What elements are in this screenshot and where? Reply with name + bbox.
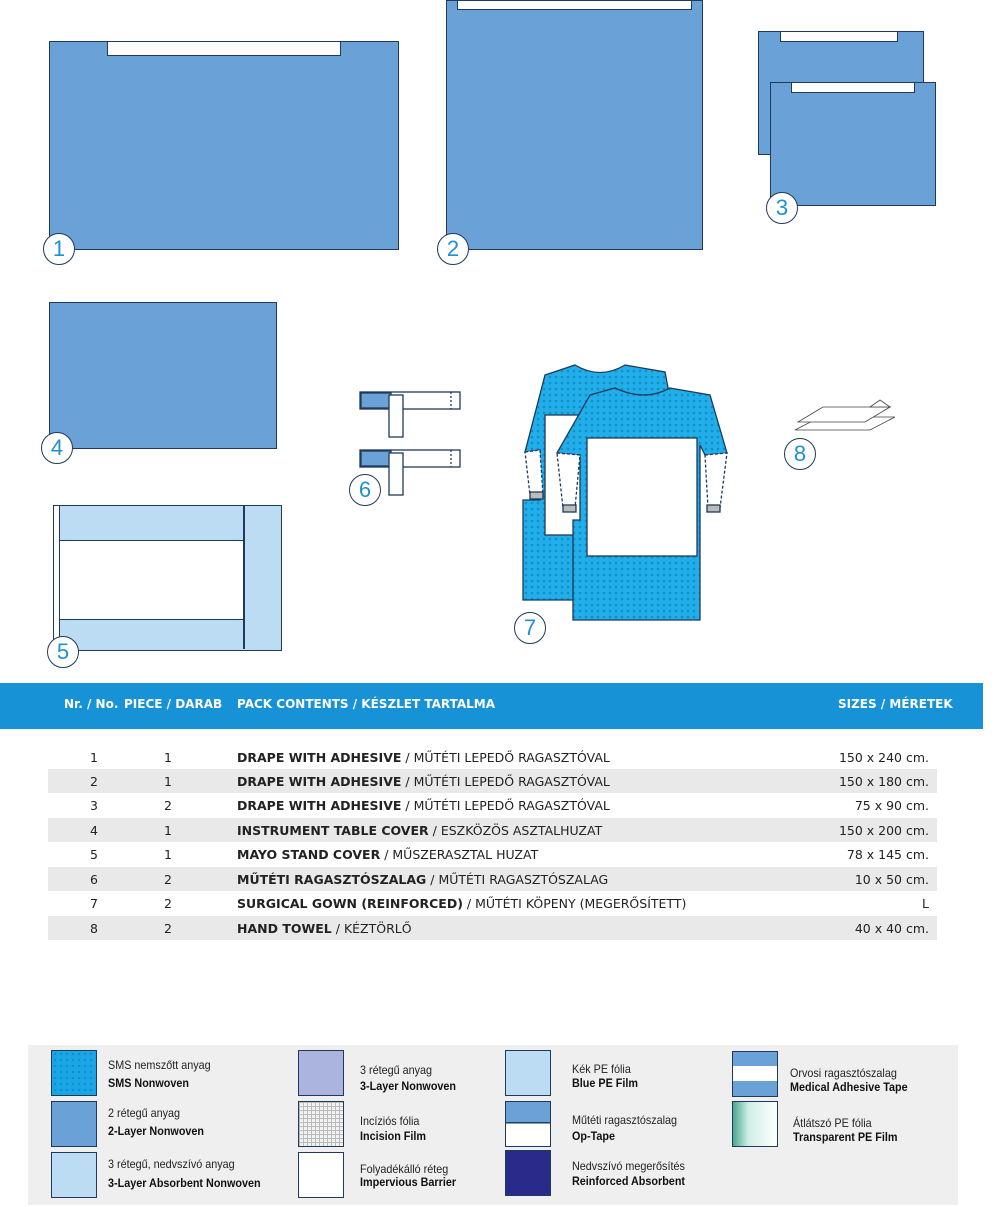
legend-label-en: Reinforced Absorbent xyxy=(572,1174,686,1188)
legend-label-en: Transparent PE Film xyxy=(793,1130,898,1144)
item-number-4: 4 xyxy=(41,432,73,464)
mayo-center-panel xyxy=(60,540,243,620)
blue-pe-swatch xyxy=(505,1050,551,1096)
cell-size: 40 x 40 cm. xyxy=(854,921,929,936)
hand-towel-illustration xyxy=(790,395,900,445)
legend-label-hu: Nedvszívó megerősítés xyxy=(572,1159,685,1173)
header-nr: Nr. / No. xyxy=(64,697,119,711)
cell-contents xyxy=(237,921,412,936)
legend-label-en: 2-Layer Nonwoven xyxy=(108,1124,205,1138)
cell-piece: 1 xyxy=(164,774,172,789)
mayo-edge xyxy=(54,506,60,649)
cell-nr: 8 xyxy=(90,921,98,936)
drape-150x180 xyxy=(446,0,703,250)
cell-size: 150 x 240 cm. xyxy=(838,750,929,765)
legend-label-hu: Műtéti ragasztószalag xyxy=(572,1113,678,1127)
cell-contents xyxy=(237,847,538,862)
drape-75x90-front xyxy=(770,82,936,206)
item-name-en: HAND TOWEL xyxy=(237,921,332,936)
item-name-en: DRAPE WITH ADHESIVE xyxy=(237,798,402,813)
legend-label-en: Medical Adhesive Tape xyxy=(790,1080,908,1094)
legend-label-hu: Átlátszó PE fólia xyxy=(793,1116,872,1130)
adhesive-strip xyxy=(780,31,898,42)
header-piece: PIECE / DARAB xyxy=(124,697,223,711)
legend-label-en: Impervious Barrier xyxy=(360,1175,457,1189)
item-name-hu: / KÉZTÖRLŐ xyxy=(331,921,412,936)
legend-label-hu: 3 rétegű anyag xyxy=(360,1063,433,1077)
surgical-gown-illustration xyxy=(505,350,755,650)
table-row xyxy=(48,867,937,891)
item-number-6: 6 xyxy=(349,474,381,506)
header-contents: PACK CONTENTS / KÉSZLET TARTALMA xyxy=(237,697,496,711)
cell-piece: 1 xyxy=(164,750,172,765)
item-number-1: 1 xyxy=(43,233,75,265)
adhesive-strip xyxy=(457,0,692,10)
legend-label-en: SMS Nonwoven xyxy=(108,1076,190,1090)
item-name-en: DRAPE WITH ADHESIVE xyxy=(237,774,402,789)
cell-size: 150 x 200 cm. xyxy=(838,823,929,838)
absorbent-swatch xyxy=(51,1152,97,1198)
cell-contents xyxy=(237,798,610,813)
table-row xyxy=(48,745,937,769)
item-name-hu: / MŰTÉTI LEPEDŐ RAGASZTÓVAL xyxy=(401,774,610,789)
item-name-en: SURGICAL GOWN (REINFORCED) xyxy=(237,896,463,911)
sms-nonwoven-swatch xyxy=(51,1050,97,1096)
impervious-swatch xyxy=(298,1152,344,1198)
cell-size: L xyxy=(922,896,929,911)
cell-nr: 6 xyxy=(90,872,98,887)
table-row xyxy=(48,891,937,915)
cell-contents xyxy=(237,896,686,911)
item-name-hu: / MŰSZERASZTAL HUZAT xyxy=(380,847,539,862)
legend-label-hu: Orvosi ragasztószalag xyxy=(790,1066,897,1080)
adhesive-strip xyxy=(107,41,341,56)
item-name-en: MŰTÉTI RAGASZTÓSZALAG xyxy=(237,872,427,887)
cell-nr: 4 xyxy=(90,823,98,838)
cell-piece: 2 xyxy=(164,872,172,887)
item-name-en: DRAPE WITH ADHESIVE xyxy=(237,750,402,765)
mayo-stand-cover xyxy=(53,505,282,651)
cell-size: 78 x 145 cm. xyxy=(846,847,929,862)
legend-label-en: 3-Layer Absorbent Nonwoven xyxy=(108,1176,261,1190)
table-row xyxy=(48,793,937,817)
transparent-pe-swatch xyxy=(732,1101,778,1147)
mayo-side-divider xyxy=(243,506,245,649)
table-row xyxy=(48,842,937,866)
item-name-en: MAYO STAND COVER xyxy=(237,847,381,862)
cell-size: 10 x 50 cm. xyxy=(854,872,929,887)
legend-label-hu: Incíziós fólia xyxy=(360,1114,420,1128)
item-name-hu: / MŰTÉTI LEPEDŐ RAGASZTÓVAL xyxy=(401,750,610,765)
cell-size: 150 x 180 cm. xyxy=(838,774,929,789)
item-name-hu: / ESZKÖZÖS ASZTALHUZAT xyxy=(428,823,603,838)
item-number-2: 2 xyxy=(437,233,469,265)
cell-nr: 5 xyxy=(90,847,98,862)
legend-label-hu: SMS nemszőtt anyag xyxy=(108,1058,211,1072)
instrument-table-cover xyxy=(49,302,277,449)
cell-nr: 7 xyxy=(90,896,98,911)
item-name-hu: / MŰTÉTI LEPEDŐ RAGASZTÓVAL xyxy=(401,798,610,813)
item-number-7: 7 xyxy=(514,612,546,644)
medical-tape-swatch xyxy=(732,1051,778,1097)
cell-nr: 1 xyxy=(90,750,98,765)
cell-contents xyxy=(237,774,610,789)
legend-label-hu: Kék PE fólia xyxy=(572,1062,631,1076)
legend-label-en: Incision Film xyxy=(360,1129,427,1143)
legend-label-en: Blue PE Film xyxy=(572,1076,639,1090)
incision-film-swatch xyxy=(298,1101,344,1147)
item-name-hu: / MŰTÉTI KÖPENY (MEGERŐSÍTETT) xyxy=(462,896,687,911)
cell-piece: 1 xyxy=(164,823,172,838)
legend-label-en: 3-Layer Nonwoven xyxy=(360,1079,457,1093)
item-name-hu: / MŰTÉTI RAGASZTÓSZALAG xyxy=(426,872,609,887)
op-tape-swatch xyxy=(505,1101,551,1147)
table-row xyxy=(48,818,937,842)
legend-label-hu: Folyadékálló réteg xyxy=(360,1162,449,1176)
legend-label-hu: 3 rétegű, nedvszívó anyag xyxy=(108,1157,235,1171)
cell-contents xyxy=(237,750,610,765)
legend-label-en: Op-Tape xyxy=(572,1129,616,1143)
cell-contents xyxy=(237,823,602,838)
cell-nr: 2 xyxy=(90,774,98,789)
three-layer-swatch xyxy=(298,1050,344,1096)
reinforced-swatch xyxy=(505,1150,551,1196)
table-row xyxy=(48,916,937,940)
item-number-5: 5 xyxy=(47,636,79,668)
cell-piece: 1 xyxy=(164,847,172,862)
item-name-en: INSTRUMENT TABLE COVER xyxy=(237,823,429,838)
cell-piece: 2 xyxy=(164,798,172,813)
legend-label-hu: 2 rétegű anyag xyxy=(108,1106,181,1120)
cell-piece: 2 xyxy=(164,921,172,936)
table-row xyxy=(48,769,937,793)
cell-size: 75 x 90 cm. xyxy=(854,798,929,813)
item-number-3: 3 xyxy=(766,192,798,224)
cell-piece: 2 xyxy=(164,896,172,911)
two-layer-swatch xyxy=(51,1101,97,1147)
drape-150x240 xyxy=(49,41,399,250)
item-number-8: 8 xyxy=(784,438,816,470)
cell-contents xyxy=(237,872,608,887)
cell-nr: 3 xyxy=(90,798,98,813)
header-sizes: SIZES / MÉRETEK xyxy=(838,697,953,711)
adhesive-strip xyxy=(791,82,915,93)
